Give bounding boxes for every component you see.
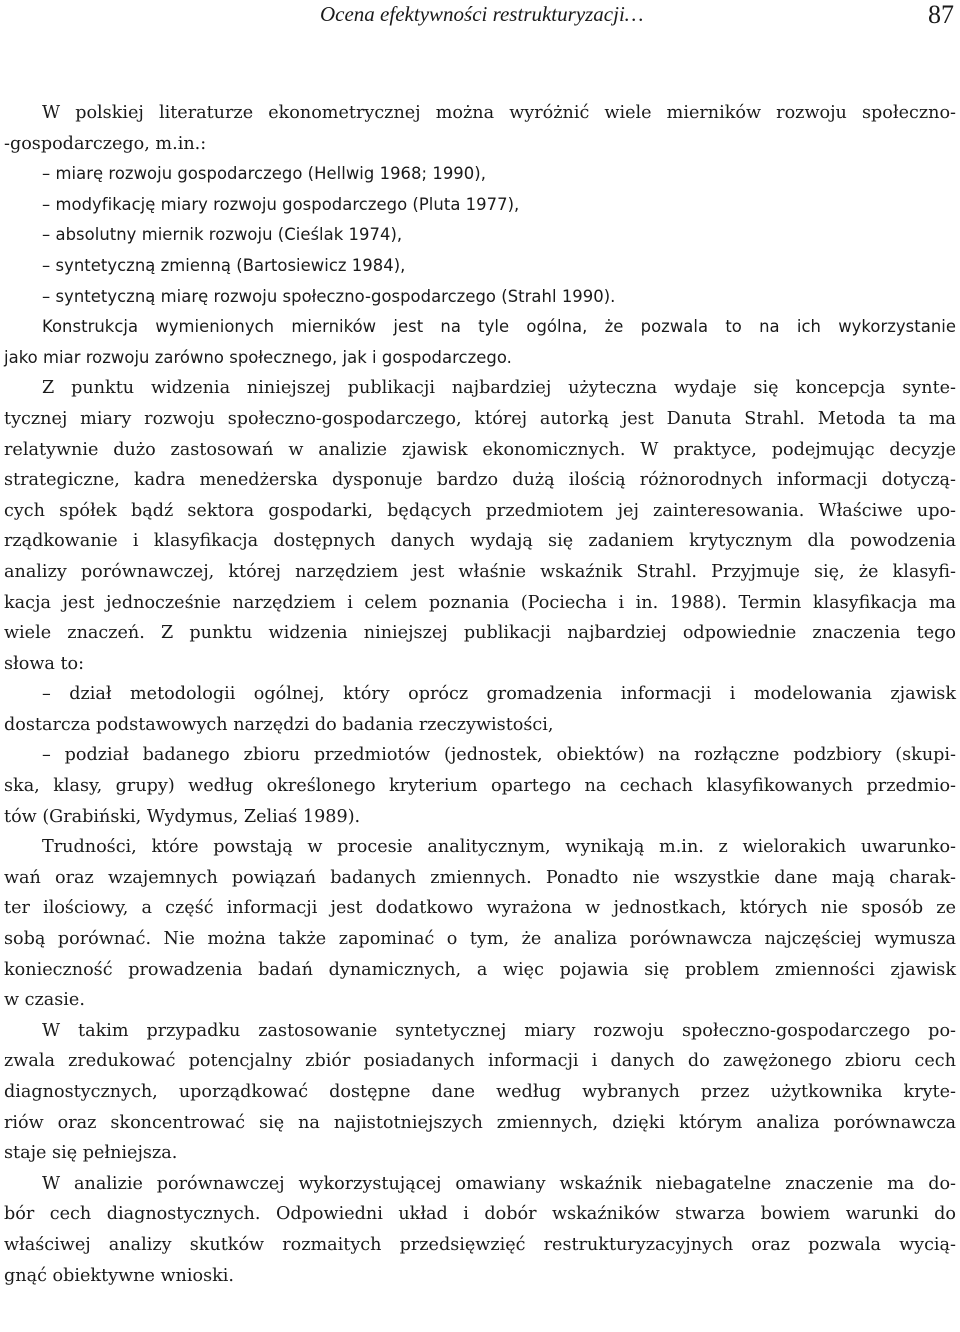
text-line: – absolutny miernik rozwoju (Cieślak 1974), [42,225,403,245]
text-line: tycznej miary rozwoju społeczno-gospodarczego, której autorką jest Danuta Strahl. Metoda ta ma [4,408,956,429]
text-line: – syntetyczną miarę rozwoju społeczno-gospodarczego (Strahl 1990). [42,286,616,306]
text-line: Konstrukcja wymienionych mierników jest na tyle ogólna, że pozwala to na ich wykorzystanie [42,317,956,337]
text-line: w czasie. [4,990,85,1011]
text-line: gnąć obiektywne wnioski. [4,1265,235,1286]
text-line: ska, klasy, grupy) według określonego kryterium opartego na cechach klasyfikowanych przedmio- [4,776,956,797]
text-line: dostarcza podstawowych narzędzi do badania rzeczywistości, [4,714,554,735]
text-line: bór cech diagnostycznych. Odpowiedni układ i dobór wskaźników stwarza bowiem warunki do [4,1204,956,1225]
running-head [0,0,960,34]
text-line: konieczność prowadzenia badań dynamicznych, a więc pojawia się problem zmienności zjawisk [4,959,956,980]
text-line: W takim przypadku zastosowanie syntetycznej miary rozwoju społeczno-gospodarczego po- [42,1020,956,1041]
text-line: riów oraz skoncentrować się na najistotniejszych zmiennych, dzięki którym analiza porównawcza [4,1112,956,1133]
text-line: cych spółek bądź sektora gospodarki, będących przedmiotem jej zainteresowania. Właściwe upo- [4,500,956,521]
text-line: staje się pełniejsza. [4,1143,178,1164]
text-line: słowa to: [4,653,85,674]
text-line: rządkowanie i klasyfikacja dostępnych danych wydają się zadaniem krytycznym dla powodzenia [4,531,956,552]
text-line: relatywnie dużo zastosowań w analizie zjawisk ekonomicznych. W praktyce, podejmując decyzje [4,439,956,460]
text-line: ter ilościowy, a część informacji jest dodatkowo wyrażona w jednostkach, których nie sposób ze [4,898,956,919]
text-line: zwala zredukować potencjalny zbiór posiadanych informacji i danych do zawężonego zbioru cech [4,1051,956,1072]
text-line: diagnostycznych, uporządkować dostępne dane według wybranych przez użytkownika kryte- [4,1082,956,1102]
text-line: – syntetyczną zmienną (Bartosiewicz 1984), [42,255,406,275]
text-line: W polskiej literaturze ekonometrycznej można wyróżnić wiele mierników rozwoju społeczno- [42,103,956,123]
text-line: -gospodarczego, m.in.: [4,133,207,154]
text-line: wań oraz wzajemnych powiązań badanych zmiennych. Ponadto nie wszystkie dane mają charak- [4,867,956,888]
text-line: kacja jest jednocześnie narzędziem i celem poznania (Pociecha i in. 1988). Termin klasyfikacja ma [4,592,956,613]
text-line: – modyfikację miary rozwoju gospodarczego (Pluta 1977), [42,194,520,214]
text-line: – podział badanego zbioru przedmiotów (jednostek, obiektów) na rozłączne podzbiory (skupi- [42,745,956,766]
text-line: tów (Grabiński, Wydymus, Zeliaś 1989). [4,806,361,827]
text-line: Z punktu widzenia niniejszej publikacji najbardziej użyteczna wydaje się koncepcja synte- [42,378,956,399]
text-line: – miarę rozwoju gospodarczego (Hellwig 1968; 1990), [42,164,486,184]
text-line: wiele znaczeń. Z punktu widzenia niniejszej publikacji najbardziej odpowiednie znaczenia tego [4,623,956,644]
text-line: właściwej analizy skutków rozmaitych przedsięwzięć restrukturyzacyjnych oraz pozwala wycią- [4,1234,956,1255]
page-number: 87 [928,0,954,29]
running-head-title: Ocena efektywności restrukturyzacji… [320,2,644,26]
text-line: – dział metodologii ogólnej, który oprócz gromadzenia informacji i modelowania zjawisk [42,684,956,705]
body-text [4,98,956,1291]
text-line: sobą porównać. Nie można także zapominać o tym, że analiza porównawcza najczęściej wymusza [4,929,956,950]
text-line: Trudności, które powstają w procesie analitycznym, wynikają m.in. z wielorakich uwarunko- [42,837,956,858]
text-line: W analizie porównawczej wykorzystującej omawiany wskaźnik niebagatelne znaczenie ma do- [42,1173,956,1194]
text-line: jako miar rozwoju zarówno społecznego, jak i gospodarczego. [4,347,512,367]
text-line: analizy porównawczej, której narzędziem jest właśnie wskaźnik Strahl. Przyjmuje się, że klasyfi- [4,561,956,582]
text-line: strategiczne, kadra menedżerska dysponuje bardzo dużą ilością różnorodnych informacji dotyczą- [4,470,956,491]
